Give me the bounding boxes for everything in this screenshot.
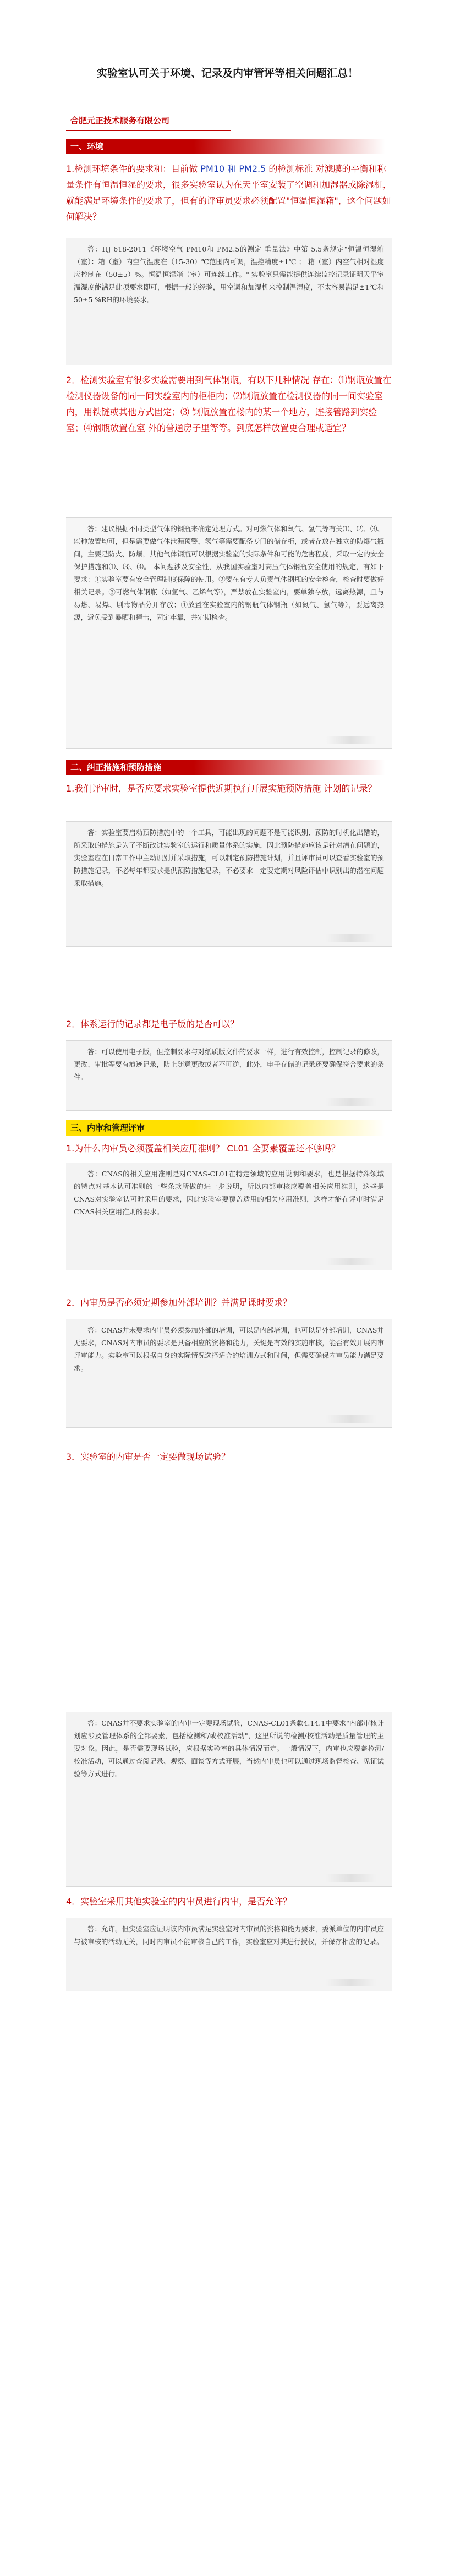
answer-text: 答：可以使用电子版，但控制要求与对纸质版文件的要求一样，进行有效控制，控制记录的修改，更改、审批等要有痕迹记录，防止随意更改或者不可逆，此外，电子存储的记录还要确保符合要求的条件。 <box>74 1047 384 1081</box>
watermark-blur <box>326 934 376 942</box>
section-heading-label: 一、环境 <box>70 141 104 151</box>
answer-block-2 <box>66 517 392 749</box>
watermark-blur <box>326 1874 376 1882</box>
answer-text: 答：CNAS的相关应用准则是对CNAS-CL01在特定领域的应用说明和要求，也是根据特殊领域的特点对基本认可准则的一些条款所做的进一步说明，所以内部审核应覆盖相关应用准则，这些是CNAS对实验室认可时采用的要求，因此实验室要覆盖适用的相关应用准则，这样才能在评审时满足CNAS相关应用准则的要求。 <box>74 1170 384 1216</box>
question-text: 1.为什么内审员必须覆盖相关应用准则？ CL01 全要素覆盖还不够吗？ <box>66 1143 340 1154</box>
watermark-blur <box>326 736 376 744</box>
question-text: 4．实验室采用其他实验室的内审员进行内审，是否允许？ <box>66 1896 292 1907</box>
answer-text: 答：实验室要启动预防措施中的一个工具，可能出现的问题不是可能识别、预防的时机化出错的，所采取的措施是为了不断改进实验室的运行和质量体系的实施，因此预防措施应该是针对潜在问题的，实验室应在日常工作中主动识别并采取措施，可以制定预防措施计划，并且评审员可以查看实验室的预防措施记录，不必每年都要求提供预防措施记录，不必要求一定要定期对风险评估中识别出的潜在问题采取措施。 <box>74 828 384 887</box>
answer-block-3 <box>66 821 392 947</box>
answer-block-8 <box>66 1918 392 1991</box>
image-gap <box>66 949 392 1010</box>
page-bottom-space <box>66 2004 392 2576</box>
question-text-rest: 的检测标准 对滤膜的平衡和称量条件有恒温恒湿的要求，很多实验室认为在天平室安装了空调和加湿器或除湿机，就能满足环境条件的要求了，但有的评审员要求必须配置"恒温恒湿箱"，这个问题如何解决？ <box>66 163 392 222</box>
question-text: 2．检测实验室有很多实验需要用到气体钢瓶，有以下几种情况 存在：⑴钢瓶放置在检测仪器设备的同一间实验室内的柜柜内；⑵钢瓶放置在检测仪器的同一间实验室内，用铁链或其他方式固定；⑶ 钢瓶放置在楼内的某一个地方，连接管路到实验室；⑷钢瓶放置在室 外的普通房子里等等。到底怎样放置更合理或适宜？ <box>66 375 392 433</box>
answer-block-7 <box>66 1712 392 1887</box>
section-heading-corrective <box>66 760 385 775</box>
question-7 <box>66 1449 392 1465</box>
answer-block-4 <box>66 1040 392 1111</box>
question-4 <box>66 1016 392 1032</box>
question-3 <box>66 781 392 796</box>
question-text: 1.检测环境条件的要求和：目前做 <box>66 163 198 174</box>
answer-text: 答：HJ 618-2011《环境空气 PM10和 PM2.5的测定 重量法》中第 5.5条规定"恒温恒湿箱（室）：箱（室）内空气温度在（15-30）℃范围内可调，温控精度±1℃ ； 箱（室）内空气相对湿度应控制在（50±5）%。恒温恒湿箱（室）可连续工作。" 实验室只需能提供连续监控记录证明天平室温湿度能满足此项要求即可，根据一般的经验，用空调和加湿机来控制温湿度，不太容易满足±1℃和50±5 %RH的环境要求。 <box>74 245 384 304</box>
section-heading-audit <box>66 1120 385 1136</box>
watermark-blur <box>326 1258 376 1265</box>
answer-block-5 <box>66 1163 392 1270</box>
question-highlight: PM10 和 PM2.5 <box>200 163 266 174</box>
question-text: 1.我们评审时，是否应要求实验室提供近期执行开展实施预防措施 计划的记录？ <box>66 783 377 794</box>
question-1 <box>66 161 392 225</box>
question-text: 2．体系运行的记录都是电子版的是否可以？ <box>66 1019 239 1029</box>
answer-block-1 <box>66 238 392 365</box>
image-gap <box>66 1475 392 1706</box>
question-text: 2．内审员是否必须定期参加外部培训？并满足课时要求？ <box>66 1297 292 1308</box>
company-name: 合肥元正技术服务有限公司 <box>70 116 170 125</box>
question-text: 3．实验室的内审是否一定要做现场试验？ <box>66 1451 231 1462</box>
answer-text: 答：建议根据不同类型气体的钢瓶来确定处理方式。对可燃气体和氧气、氢气等有关⑴、⑵、⑶、⑷种放置均可，但是需要做气体泄漏预警，氢气等需要配备专门的储存柜，或者存放在独立的防爆气瓶间，主要是防火、防爆，其他气体钢瓶可以根据实验室的实际条件和可能的危害程度，采取一定的安全保护措施和⑴、⑶、⑷。 本问题涉及安全性，从我国实验室对高压气体钢瓶安全使用的规定，有如下要求：①实验室要有安全管理制度保障的使用。②要在有专人负责气体钢瓶的安全检查，检查时要做好相关记录。③可燃气体钢瓶（如氢气、乙烯气等），严禁放在实验室内，要单独存放，远离热源，且与易燃、易爆、剧毒物品分开存放；④放置在实验室内的钢瓶气体钢瓶（如氮气、氩气等），要远离热源，避免受到暴晒和撞击，固定牢靠，并定期检查。 <box>74 525 384 621</box>
answer-text: 答：允许。但实验室应证明该内审员满足实验室对内审员的资格和能力要求，委派单位的内审员应与被审核的活动无关，同时内审员不能审核自己的工作，实验室应对其进行授权，并保存相应的记录。 <box>74 1925 384 1946</box>
section-heading-label: 二、纠正措施和预防措施 <box>70 762 162 772</box>
watermark-blur <box>326 1979 376 1986</box>
image-gap <box>66 457 392 512</box>
answer-text: 答：CNAS并未要求内审员必须参加外部的培训，可以是内部培训，也可以是外部培训，CNAS并无要求，CNAS对内审员的要求是具备相应的资格和能力，关键是有效的实施审核，能否有效开展内审评审能力。实验室可以根据自身的实际情况选择适合的培训方式和时间，但需要确保内审员能力满足要求。 <box>74 1326 384 1372</box>
question-8 <box>66 1893 392 1909</box>
watermark-blur <box>326 1098 376 1106</box>
section-heading-environment <box>66 139 385 154</box>
question-5 <box>66 1140 392 1156</box>
page-title: 实验室认可关于环境、记录及内审管评等相关问题汇总！ <box>96 67 358 79</box>
answer-block-6 <box>66 1319 392 1428</box>
watermark-blur <box>326 1415 376 1423</box>
answer-text: 答：CNAS并不要求实验室的内审一定要现场试验，CNAS-CL01条款4.14.1中要求"内部审核计划应涉及管理体系的全部要素，包括检测和/或校准活动"，这里所说的检测/校准活动是质量管理的主要对象。因此，是否需要现场试验，应根据实验室的具体情况而定。一般情况下，内审也应覆盖检测/校准活动，可以通过查阅记录、观察、面谈等方式开展，当然内审员也可以通过现场监督检查、见证试验等方式进行。 <box>74 1719 384 1778</box>
question-2 <box>66 372 392 436</box>
company-underline <box>66 130 231 131</box>
section-heading-label: 三、内审和管理评审 <box>70 1123 145 1133</box>
question-6 <box>66 1295 392 1311</box>
